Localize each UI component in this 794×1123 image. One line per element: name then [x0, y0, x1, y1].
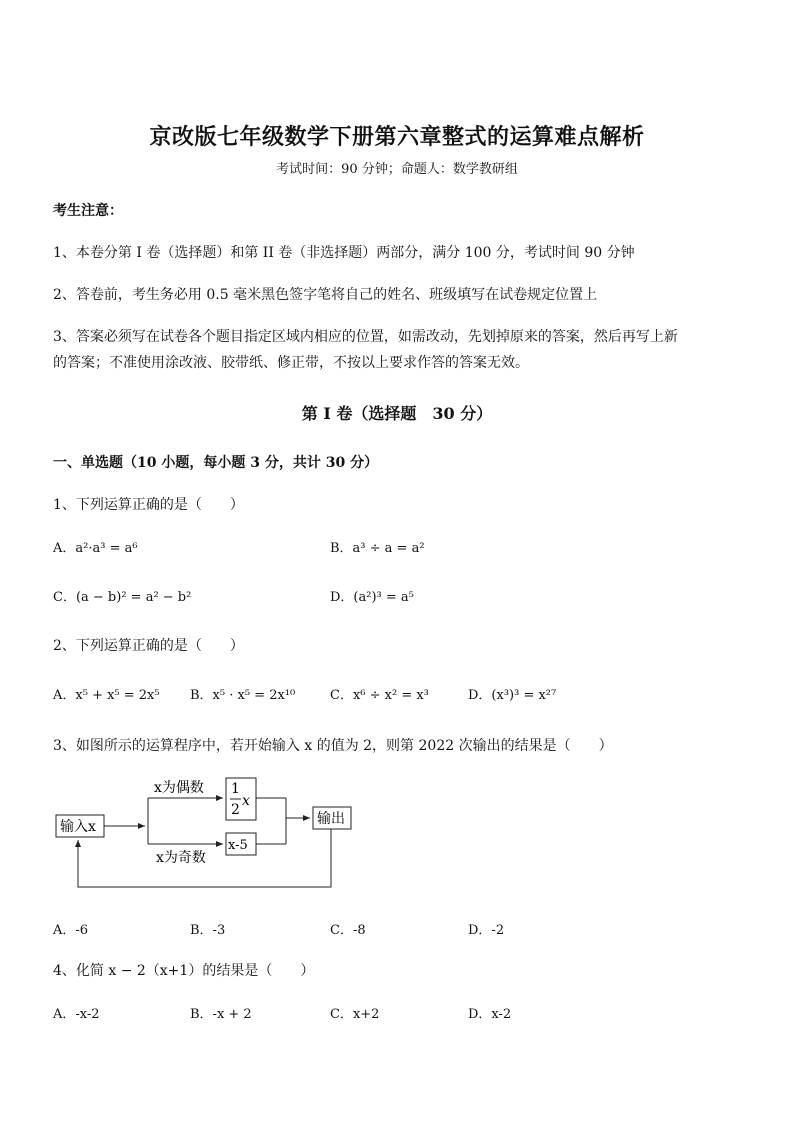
flow-output-label: 输出 — [317, 811, 345, 827]
question-1-option-d: D．(a²)³ = a⁵ — [330, 590, 414, 605]
flow-input-label: 输入x — [60, 819, 96, 835]
question-2-option-c: C．x⁶ ÷ x² = x³ — [330, 688, 429, 703]
question-3-option-c: C．-8 — [330, 923, 366, 938]
notice-item-2: 2、答卷前，考生务必用 0.5 毫米黑色签字笔将自己的姓名、班级填写在试卷规定位置上 — [53, 287, 598, 303]
question-2-option-a: A．x⁵ + x⁵ = 2x⁵ — [53, 688, 160, 703]
flow-odd-label: x为奇数 — [156, 850, 206, 866]
question-1-option-a: A．a²·a³ = a⁶ — [53, 541, 138, 556]
flow-minus-label: x-5 — [228, 838, 248, 853]
question-1-option-b: B．a³ ÷ a = a² — [330, 541, 425, 556]
page-title: 京改版七年级数学下册第六章整式的运算难点解析 — [149, 124, 645, 150]
question-3-option-a: A．-6 — [53, 923, 89, 938]
flow-half-denominator: 2 — [231, 802, 240, 818]
question-3-option-b: B．-3 — [190, 923, 226, 938]
question-4-option-c: C．x+2 — [330, 1007, 380, 1022]
question-2-option-b: B．x⁵ · x⁵ = 2x¹⁰ — [190, 688, 296, 703]
question-1-option-c: C．(a − b)² = a² − b² — [53, 590, 192, 605]
notice-item-3-cont: 的答案；不准使用涂改液、胶带纸、修正带，不按以上要求作答的答案无效。 — [53, 355, 529, 371]
notice-heading: 考生注意： — [53, 203, 123, 219]
question-2-stem: 2、下列运算正确的是（ ） — [53, 638, 244, 654]
exam-subtitle: 考试时间：90 分钟；命题人：数学教研组 — [276, 162, 518, 177]
flow-even-label: x为偶数 — [154, 780, 204, 796]
notice-item-3: 3、答案必须写在试卷各个题目指定区域内相应的位置，如需改动，先划掉原来的答案，然后再写上新 — [53, 329, 678, 345]
flowchart-diagram — [50, 770, 360, 892]
part-title: 一、单选题（10 小题，每小题 3 分，共计 30 分） — [53, 455, 379, 471]
question-4-option-b: B．-x + 2 — [190, 1007, 252, 1022]
section-title: 第 I 卷（选择题 30 分） — [301, 404, 493, 423]
question-4-stem: 4、化简 x − 2（x+1）的结果是（ ） — [53, 963, 315, 979]
notice-item-1: 1、本卷分第 I 卷（选择题）和第 II 卷（非选择题）两部分，满分 100 分，考试时间 90 分钟 — [53, 245, 635, 261]
question-2-option-d: D．(x³)³ = x²⁷ — [468, 688, 557, 703]
question-4-option-d: D．x-2 — [468, 1007, 512, 1022]
question-3-option-d: D．-2 — [468, 923, 505, 938]
flow-half-variable: x — [242, 793, 250, 809]
flow-half-numerator: 1 — [231, 781, 240, 797]
question-3-stem: 3、如图所示的运算程序中，若开始输入 x 的值为 2，则第 2022 次输出的结果是（ ） — [53, 738, 613, 754]
question-1-stem: 1、下列运算正确的是（ ） — [53, 497, 244, 513]
question-4-option-a: A．-x-2 — [53, 1007, 100, 1022]
